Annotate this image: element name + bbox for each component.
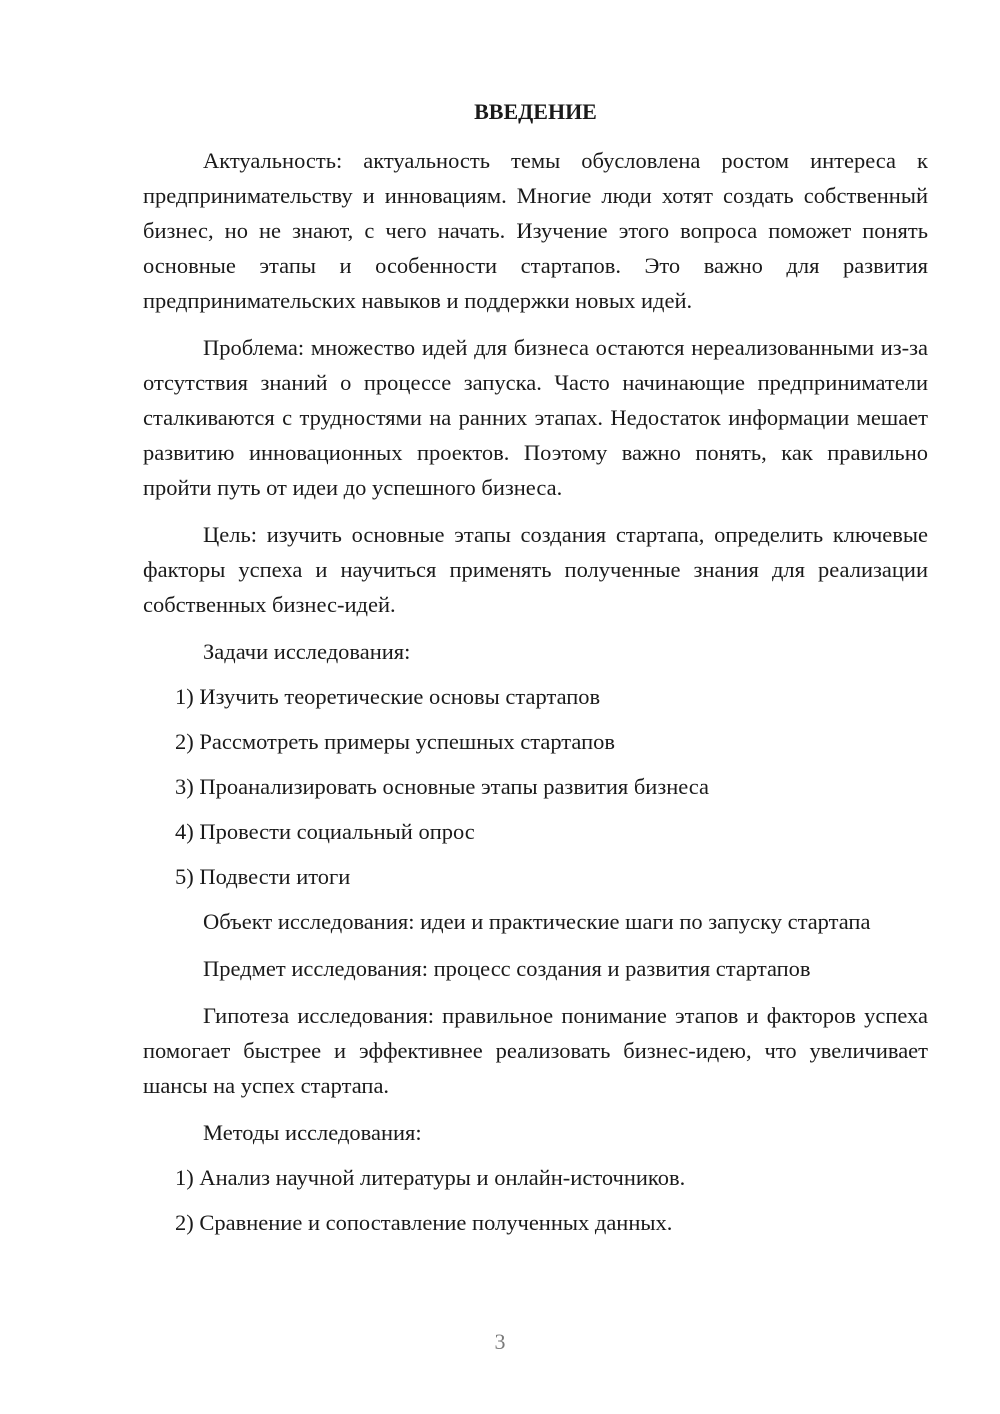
problem-paragraph: Проблема: множество идей для бизнеса остаются нереализованными из-за отсутствия знаний о процессе запуска. Часто начинающие предприниматели сталкиваются с трудностями на ранних этапах. Недостаток информации мешает развитию инновационных проектов. Поэтому важно понять, как правильно пройти путь от идеи до успешного бизнеса. xyxy=(143,335,928,500)
goal-paragraph: Цель: изучить основные этапы создания стартапа, определить ключевые факторы успеха и научиться применять полученные знания для реализации собственных бизнес-идей. xyxy=(143,522,928,617)
method-item: 2) Сравнение и сопоставление полученных данных. xyxy=(175,1210,673,1235)
task-item: 2) Рассмотреть примеры успешных стартапов xyxy=(175,729,616,754)
page-number: 3 xyxy=(494,1329,506,1354)
subject-paragraph: Предмет исследования: процесс создания и развития стартапов xyxy=(203,956,811,981)
methods-heading: Методы исследования: xyxy=(203,1120,422,1145)
task-item: 5) Подвести итоги xyxy=(175,864,351,889)
object-paragraph: Объект исследования: идеи и практические шаги по запуску стартапа xyxy=(203,909,871,934)
task-item: 3) Проанализировать основные этапы развития бизнеса xyxy=(175,774,710,799)
task-item: 1) Изучить теоретические основы стартапов xyxy=(175,684,601,709)
method-item: 1) Анализ научной литературы и онлайн-источников. xyxy=(175,1165,686,1190)
section-heading: ВВЕДЕНИЕ xyxy=(474,99,597,124)
relevance-paragraph: Актуальность: актуальность темы обусловлена ростом интереса к предпринимательству и инновациям. Многие люди хотят создать собственный бизнес, но не знают, с чего начать. Изучение этого вопроса поможет понять основные этапы и особенности стартапов. Это важно для развития предпринимательских навыков и поддержки новых идей. xyxy=(143,148,928,313)
task-item: 4) Провести социальный опрос xyxy=(175,819,475,844)
tasks-heading: Задачи исследования: xyxy=(203,639,411,664)
hypothesis-paragraph: Гипотеза исследования: правильное понимание этапов и факторов успеха помогает быстрее и эффективнее реализовать бизнес-идею, что увеличивает шансы на успех стартапа. xyxy=(143,1003,928,1098)
page-content xyxy=(143,94,928,1250)
